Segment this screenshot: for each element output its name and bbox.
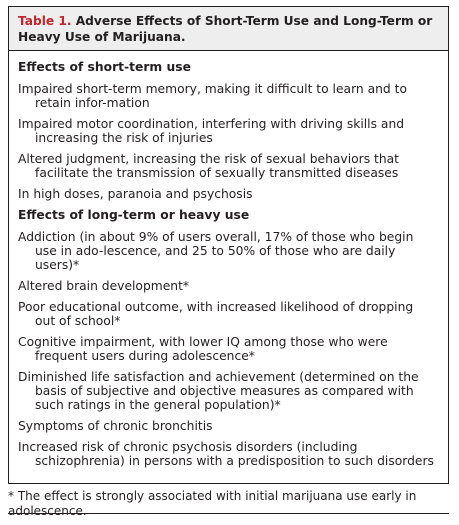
section-long-term [9,208,448,468]
table-header [9,7,448,51]
footnote-divider [8,513,449,514]
list-item: Symptoms of chronic bronchitis [18,419,213,433]
list-item: Addiction (in about 9% of users overall, 17% of those who begin use in ado-lescence, and 25 to 50% of those who are daily users)* [18,230,414,272]
table-title: Adverse Effects of Short-Term Use and Long-Term or Heavy Use of Marijuana. [18,14,433,44]
table-label: Table 1. [18,14,72,28]
list-item: Impaired short-term memory, making it difficult to learn and to retain infor-mation [18,82,407,110]
table-footnote: * The effect is strongly associated with initial marijuana use early in adolescence. [8,489,417,518]
list-item: Cognitive impairment, with lower IQ among those who were frequent users during adolescence* [18,335,388,363]
list-item: Altered brain development* [18,279,190,293]
list-item: Impaired motor coordination, interfering with driving skills and increasing the risk of injuries [18,117,405,145]
list-item: Increased risk of chronic psychosis disorders (including schizophrenia) in persons with a predisposition to such disorders [18,440,434,468]
list-item: Altered judgment, increasing the risk of sexual behaviors that facilitate the transmission of sexually transmitted diseases [18,152,399,180]
list-item: Poor educational outcome, with increased likelihood of dropping out of school* [18,300,414,328]
section-short-term [9,60,448,201]
table-frame [8,6,449,484]
list-item: Diminished life satisfaction and achievement (determined on the basis of subjective and objective measures as compared with such ratings in the general population)* [18,370,419,412]
list-item: In high doses, paranoia and psychosis [18,187,253,201]
section-heading: Effects of long-term or heavy use [18,208,250,222]
section-heading: Effects of short-term use [18,60,191,74]
